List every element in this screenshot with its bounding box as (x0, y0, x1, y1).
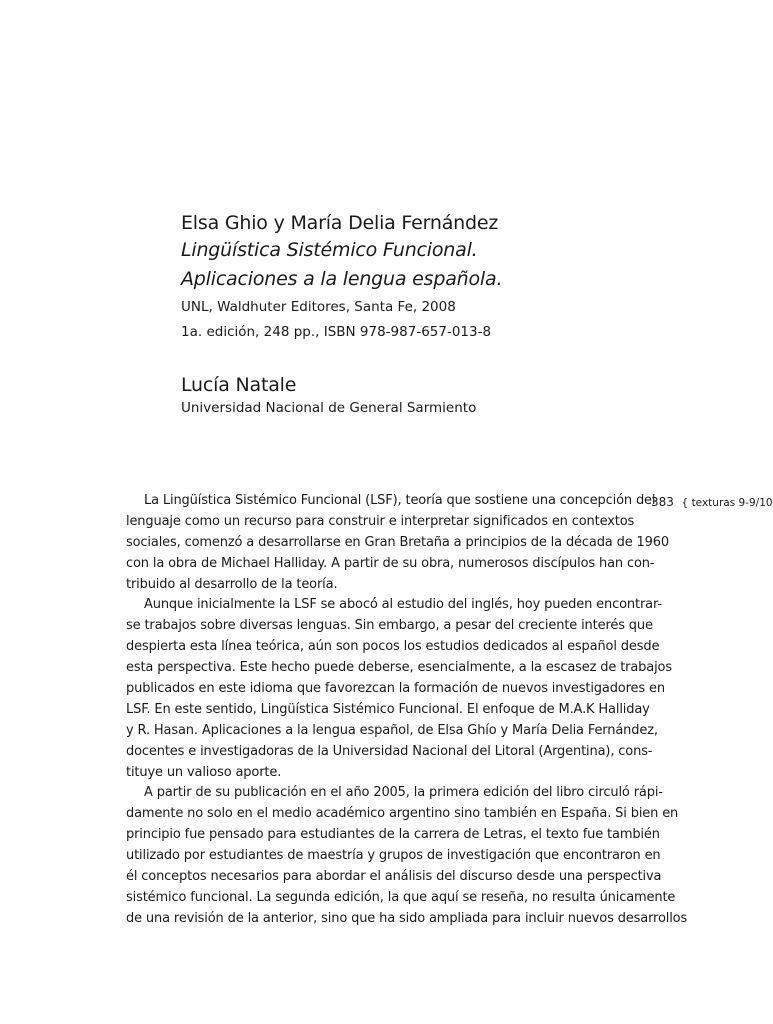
book-reference (181, 210, 641, 345)
journal-name: { texturas 9-9/10 (681, 497, 773, 509)
reviewer-affiliation: Universidad Nacional de General Sarmiento (181, 400, 477, 416)
body-line: con la obra de Michael Halliday. A partir de su obra, numerosos discípulos han con- (126, 555, 655, 571)
body-line: él conceptos necesarios para abordar el análisis del discurso desde una perspectiva (126, 869, 662, 885)
body-line: docentes e investigadoras de la Universidad Nacional del Litoral (Argentina), cons- (126, 743, 653, 759)
body-line: sistémico funcional. La segunda edición, la que aquí se reseña, no resulta únicamente (126, 889, 676, 905)
body-line: A partir de su publicación en el año 2005, la primera edición del libro circuló rápi- (144, 785, 663, 801)
body-line: despierta esta línea teórica, aún son pocos los estudios dedicados al español desde (126, 639, 660, 655)
body-line: se trabajos sobre diversas lenguas. Sin embargo, a pesar del creciente interés que (126, 618, 653, 634)
body-line: principio fue pensado para estudiantes de la carrera de Letras, el texto fue también (126, 827, 660, 843)
book-edition: 1a. edición, 248 pp., ISBN 978-987-657-013-8 (181, 324, 492, 340)
body-line: de una revisión de la anterior, sino que ha sido ampliada para incluir nuevos desarrollos (126, 910, 688, 926)
body-line: tituye un valioso aporte. (126, 764, 282, 780)
body-line: Aunque inicialmente la LSF se abocó al estudio del inglés, hoy pueden encontrar- (144, 597, 662, 613)
page-folio (651, 494, 773, 511)
body-line: publicados en este idioma que favorezcan la formación de nuevos investigadores en (126, 681, 665, 697)
body-line: La Lingüística Sistémico Funcional (LSF), teoría que sostiene una concepción del (144, 493, 656, 508)
body-line: y R. Hasan. Aplicaciones a la lengua español, de Elsa Ghío y María Delia Fernández, (126, 722, 658, 738)
book-title-line-2: Aplicaciones a la lengua española. (181, 268, 503, 290)
body-line: LSF. En este sentido, Lingüística Sistémico Funcional. El enfoque de M.A.K Halliday (126, 701, 650, 717)
book-authors: Elsa Ghio y María Delia Fernández (181, 212, 499, 234)
reviewer-name: Lucía Natale (181, 374, 297, 396)
page-number: 383 (651, 495, 674, 509)
book-title-line-1: Lingüística Sistémico Funcional. (181, 239, 478, 261)
body-line: damente no solo en el medio académico argentino sino también en España. Si bien en (126, 806, 679, 822)
reviewer-block (181, 372, 641, 418)
body-line: lenguaje como un recurso para construir e interpretar significados en contextos (126, 513, 635, 529)
body-line: utilizado por estudiantes de maestría y grupos de investigación que encontraron en (126, 848, 661, 864)
body-line: esta perspectiva. Este hecho puede deberse, esencialmente, a la escasez de trabajos (126, 660, 672, 676)
body-line: tribuido al desarrollo de la teoría. (126, 576, 338, 592)
body-line: sociales, comenzó a desarrollarse en Gran Bretaña a principios de la década de 1960 (126, 534, 670, 550)
book-publisher: UNL, Waldhuter Editores, Santa Fe, 2008 (181, 299, 456, 315)
